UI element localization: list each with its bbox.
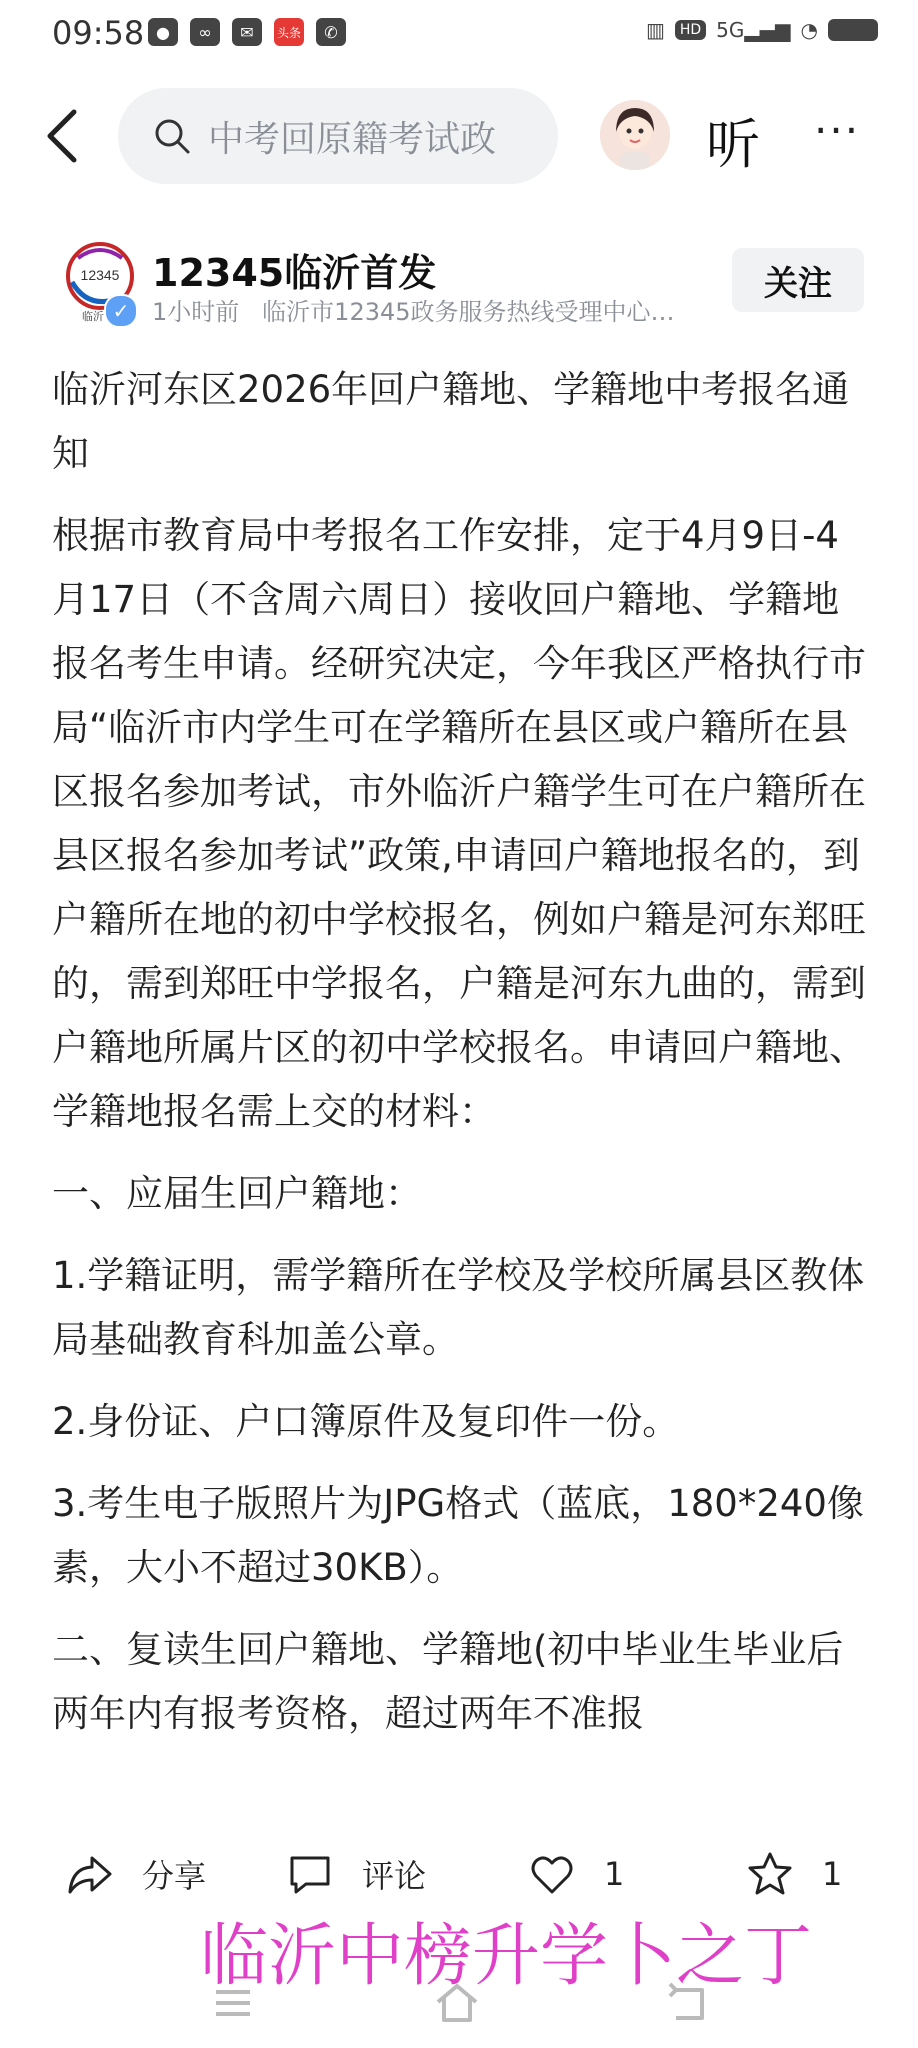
- menu-icon[interactable]: [208, 1978, 258, 2028]
- toutiao-icon: 头条: [274, 18, 304, 46]
- system-nav-bar: [0, 1968, 918, 2048]
- article-paragraph: 一、应届生回户籍地：: [52, 1172, 422, 1215]
- author-row: [0, 238, 918, 328]
- listen-button[interactable]: 听: [706, 113, 760, 176]
- status-time: 09:58: [52, 14, 145, 52]
- watermark-text: 临沂中榜升学卜之丁: [200, 1917, 813, 1996]
- like-button[interactable]: [528, 1850, 624, 1898]
- hd-icon: HD: [675, 20, 706, 40]
- comment-label: 评论: [362, 1857, 427, 1895]
- heart-icon: [528, 1850, 576, 1898]
- star-icon: [746, 1850, 794, 1898]
- top-bar: [0, 80, 918, 190]
- logo-subtext: 临沂: [82, 311, 104, 322]
- battery-icon: [828, 19, 878, 41]
- mail-icon: ✉: [232, 18, 262, 46]
- search-input[interactable]: 中考回原籍考试政: [208, 118, 497, 160]
- status-bar: [0, 0, 918, 70]
- article-paragraph: 2.身份证、户口簿原件及复印件一份。: [52, 1400, 680, 1443]
- ai-avatar[interactable]: [600, 100, 670, 170]
- article-paragraph: 二、复读生回户籍地、学籍地(初中毕业生毕业后两年内有报考资格，超过两年不准报: [52, 1628, 844, 1735]
- author-meta: [152, 292, 675, 327]
- search-icon: [152, 116, 192, 156]
- comment-icon: [286, 1850, 334, 1898]
- back-nav-icon[interactable]: [662, 1978, 712, 2028]
- comment-button[interactable]: [286, 1850, 426, 1898]
- wechat-icon: ●: [148, 18, 178, 46]
- favorite-count: 1: [822, 1855, 843, 1893]
- favorite-button[interactable]: [746, 1850, 842, 1898]
- logo-text: 12345: [80, 267, 120, 283]
- notification-icons: [148, 18, 346, 46]
- back-icon[interactable]: [40, 106, 88, 166]
- follow-button[interactable]: 关注: [732, 248, 864, 312]
- share-button[interactable]: [66, 1850, 206, 1898]
- 5g-signal-icon: 5G▂▄▆: [716, 18, 791, 42]
- share-icon: [66, 1850, 114, 1898]
- more-button[interactable]: ···: [814, 106, 861, 155]
- vibrate-icon: ▥: [645, 18, 665, 42]
- like-count: 1: [604, 1855, 625, 1893]
- wifi-icon: ◔: [800, 18, 818, 42]
- network-label: 5G: [716, 18, 745, 42]
- article-paragraph: 3.考生电子版照片为JPG格式（蓝底，180*240像素，大小不超过30KB）。: [52, 1482, 864, 1589]
- system-icons: [646, 18, 878, 42]
- share-label: 分享: [142, 1857, 207, 1895]
- author-description: 临沂市12345政务服务热线受理中心…: [262, 298, 675, 326]
- article-title: 临沂河东区2026年回户籍地、学籍地中考报名通知: [52, 368, 850, 475]
- home-icon[interactable]: [432, 1978, 482, 2028]
- avatar-icon: [600, 100, 670, 170]
- verified-badge-icon: ✓: [104, 294, 138, 328]
- article-body: [52, 358, 872, 1764]
- article-paragraph: 根据市教育局中考报名工作安排，定于4月9日-4月17日（不含周六周日）接收回户籍地、学籍地报名考生申请。经研究决定，今年我区严格执行市局“临沂市内学生可在学籍所在县区或户籍所在县区报名参加考试，市外临沂户籍学生可在户籍所在县区报名参加考试”政策,申请回户籍地报名的，到户籍所在地的初中学校报名，例如户籍是河东郑旺的，需到郑旺中学报名，户籍是河东九曲的，需到户籍地所属片区的初中学校报名。申请回户籍地、学籍地报名需上交的材料：: [52, 514, 866, 1133]
- author-name[interactable]: 12345临沂首发: [152, 251, 437, 295]
- post-time: 1小时前: [152, 298, 240, 326]
- phone-missed-icon: ✆: [316, 18, 346, 46]
- search-bar[interactable]: [118, 88, 558, 184]
- article-paragraph: 1.学籍证明，需学籍所在学校及学校所属县区教体局基础教育科加盖公章。: [52, 1254, 865, 1361]
- link-icon: ∞: [190, 18, 220, 46]
